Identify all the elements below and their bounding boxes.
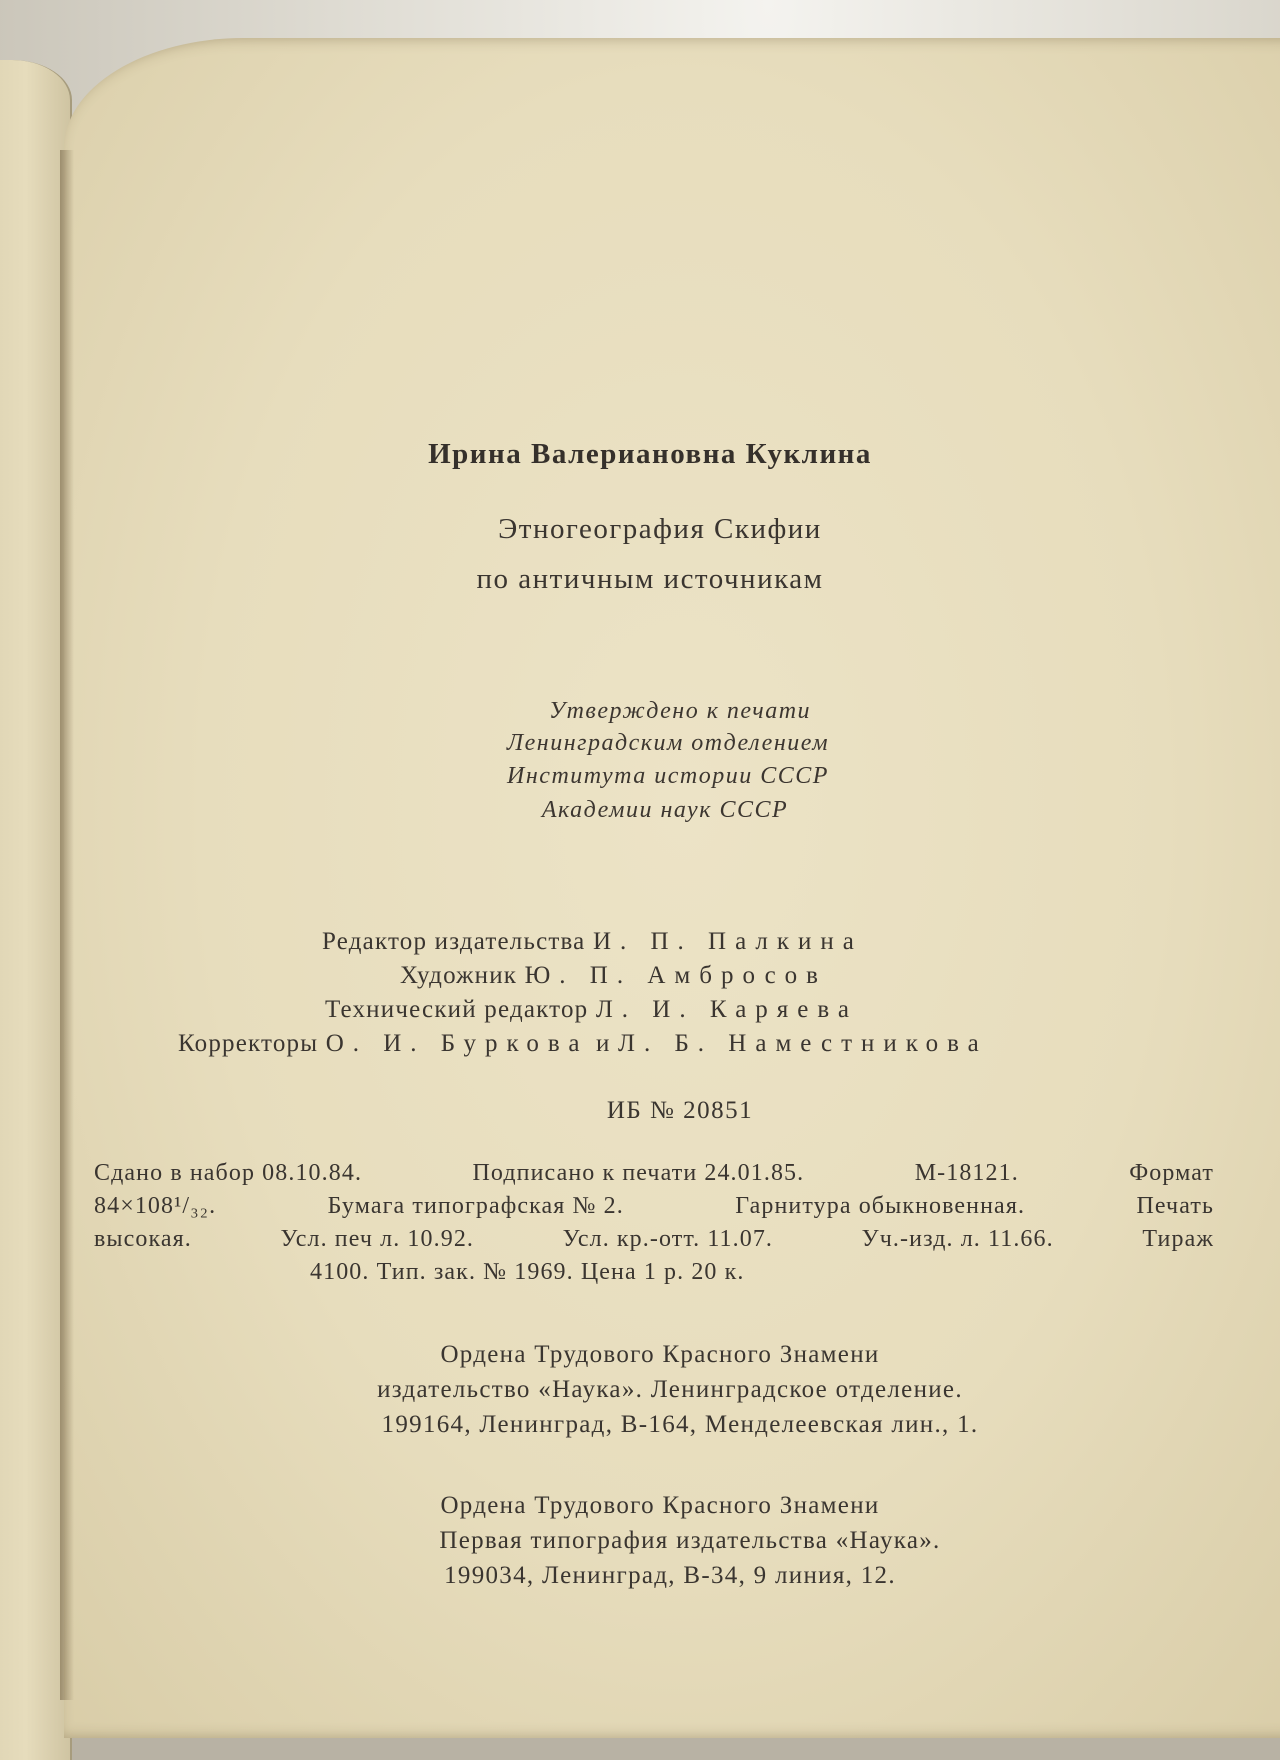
tech-line-1-part-3: М-18121. xyxy=(914,1160,1019,1186)
printer-line-3: 199034, Ленинград, В-34, 9 линия, 12. xyxy=(444,1562,896,1589)
credit-editor xyxy=(322,928,863,956)
tech-line-3 xyxy=(94,1226,1214,1253)
credit-proofreaders xyxy=(178,1030,988,1058)
credit-artist xyxy=(400,962,827,990)
tech-line-1-part-2: Подписано к печати 24.01.85. xyxy=(472,1160,805,1186)
author-name: Ирина Валериановна Куклина xyxy=(428,438,872,470)
approval-line-4: Академии наук СССР xyxy=(541,797,789,823)
printer-line-1: Ордена Трудового Красного Знамени xyxy=(440,1492,880,1519)
book-title-line-1: Этногеография Скифии xyxy=(498,513,822,545)
editor-role: Редактор издательства xyxy=(322,928,586,955)
ib-number: ИБ № 20851 xyxy=(606,1097,754,1124)
tech-line-2-part-4: Печать xyxy=(1136,1193,1214,1219)
proofreaders-role: Корректоры xyxy=(178,1030,319,1057)
tech-line-2-part-1: 84×108¹/₃₂. xyxy=(94,1193,217,1219)
tech-line-3-part-4: Уч.-изд. л. 11.66. xyxy=(861,1226,1054,1252)
tech-line-3-part-2: Усл. печ л. 10.92. xyxy=(280,1226,475,1252)
publisher-line-2: издательство «Наука». Ленинградское отделение. xyxy=(377,1376,963,1403)
publisher-line-3: 199164, Ленинград, В-164, Менделеевская лин., 1. xyxy=(381,1411,979,1438)
tech-line-1-part-1: Сдано в набор 08.10.84. xyxy=(94,1160,363,1186)
publisher-line-1: Ордена Трудового Красного Знамени xyxy=(440,1341,880,1368)
tech-line-1-part-4: Формат xyxy=(1129,1160,1214,1186)
credit-tech-editor xyxy=(325,996,858,1024)
printer-line-2: Первая типография издательства «Наука». xyxy=(439,1527,941,1554)
tech-line-3-part-5: Тираж xyxy=(1142,1226,1214,1252)
approval-line-2: Ленинградским отделением xyxy=(506,730,830,756)
tech-line-2-part-2: Бумага типографская № 2. xyxy=(327,1193,624,1219)
tech-line-2-part-3: Гарнитура обыкновенная. xyxy=(735,1193,1026,1219)
tech-line-1 xyxy=(94,1160,1214,1187)
book-title-line-2: по античным источникам xyxy=(476,563,824,595)
artist-name: Ю. П. Амбросов xyxy=(524,962,827,989)
approval-line-3: Института истории СССР xyxy=(507,763,829,789)
proofreader-1: О. И. Буркова xyxy=(325,1030,589,1057)
approval-line-1: Утверждено к печати xyxy=(548,698,812,724)
proofreader-2: Л. Б. Наместникова xyxy=(618,1030,988,1057)
artist-role: Художник xyxy=(400,962,518,989)
tech-line-3-part-1: высокая. xyxy=(94,1226,192,1252)
page-gutter-shadow xyxy=(60,150,74,1700)
tech-line-2 xyxy=(94,1193,1214,1220)
book-page xyxy=(64,38,1280,1738)
tech-line-3-part-3: Усл. кр.-отт. 11.07. xyxy=(562,1226,774,1252)
tech-line-4: 4100. Тип. зак. № 1969. Цена 1 р. 20 к. xyxy=(310,1259,745,1285)
proofreaders-and: и xyxy=(595,1030,611,1057)
tech-editor-role: Технический редактор xyxy=(325,996,589,1023)
tech-editor-name: Л. И. Каряева xyxy=(595,996,858,1023)
editor-name: И. П. Палкина xyxy=(592,928,863,955)
